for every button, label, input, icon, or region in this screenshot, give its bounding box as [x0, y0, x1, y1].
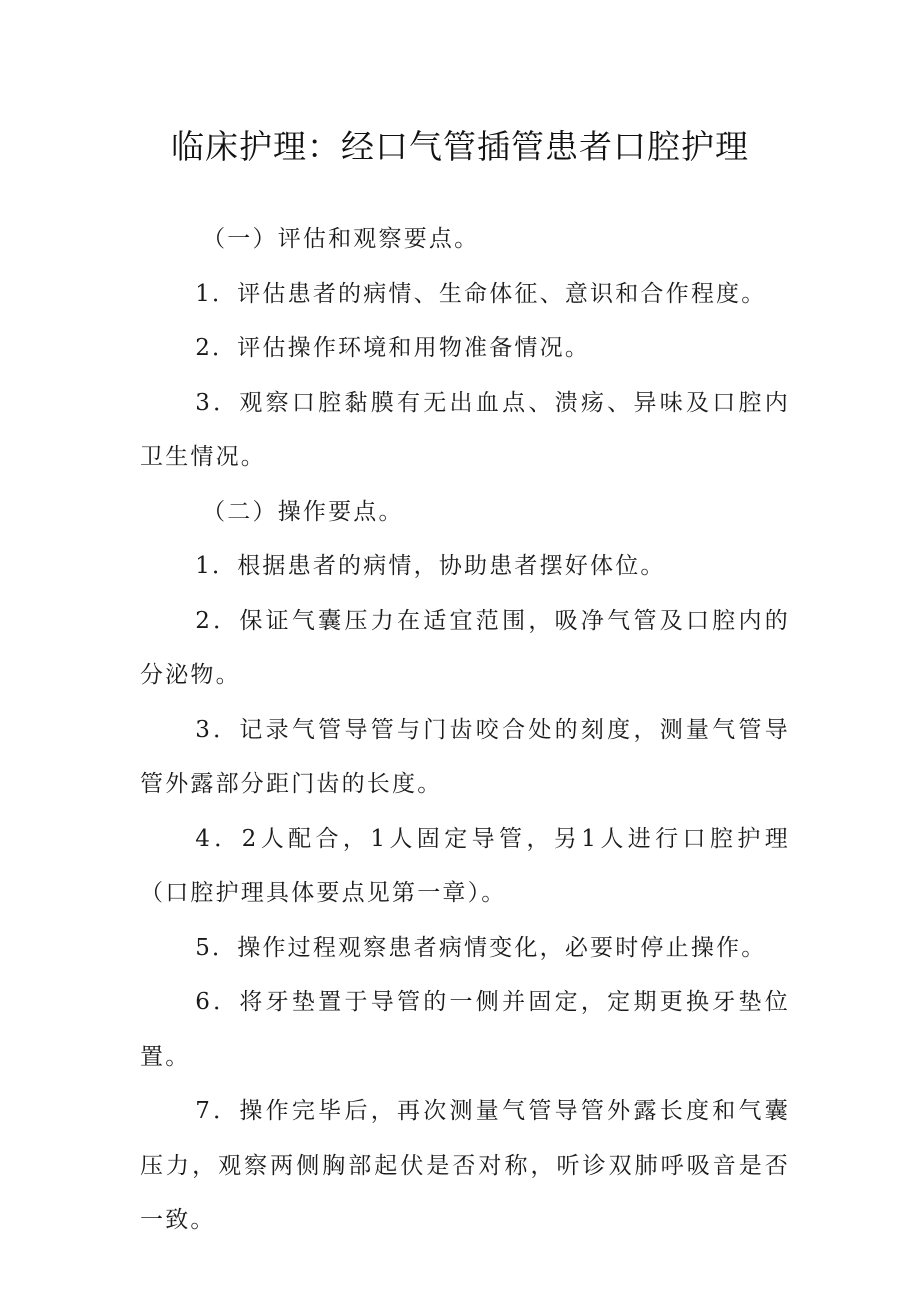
operation-item-5: 5．操作过程观察患者病情变化，必要时停止操作。	[195, 934, 767, 961]
assessment-item-3: 3．观察口腔黏膜有无出血点、溃疡、异味及口腔内卫生情况。	[140, 389, 790, 470]
document-body	[140, 212, 790, 1248]
operation-item-2: 2．保证气囊压力在适宜范围，吸净气管及口腔内的分泌物。	[140, 607, 790, 688]
assessment-item-2: 2．评估操作环境和用物准备情况。	[195, 335, 591, 361]
operation-item-7: 7．操作完毕后，再次测量气管导管外露长度和气囊压力，观察两侧胸部起伏是否对称，听诊双肺呼吸音是否一致。	[140, 1098, 790, 1233]
section-heading-assessment: （一）评估和观察要点。	[202, 226, 480, 252]
operation-item-3: 3．记录气管导管与门齿咬合处的刻度，测量气管导管外露部分距门齿的长度。	[140, 716, 790, 797]
operation-item-4: 4．2人配合，1人固定导管，另1人进行口腔护理（口腔护理具体要点见第一章）。	[140, 825, 790, 906]
document-title: 临床护理：经口气管插管患者口腔护理	[171, 127, 749, 166]
operation-item-1: 1．根据患者的病情，协助患者摆好体位。	[195, 553, 666, 579]
section-heading-operation: （二）操作要点。	[202, 498, 404, 525]
assessment-item-1: 1．评估患者的病情、生命体征、意识和合作程度。	[195, 280, 767, 307]
operation-item-6: 6．将牙垫置于导管的一侧并固定，定期更换牙垫位置。	[140, 989, 790, 1070]
